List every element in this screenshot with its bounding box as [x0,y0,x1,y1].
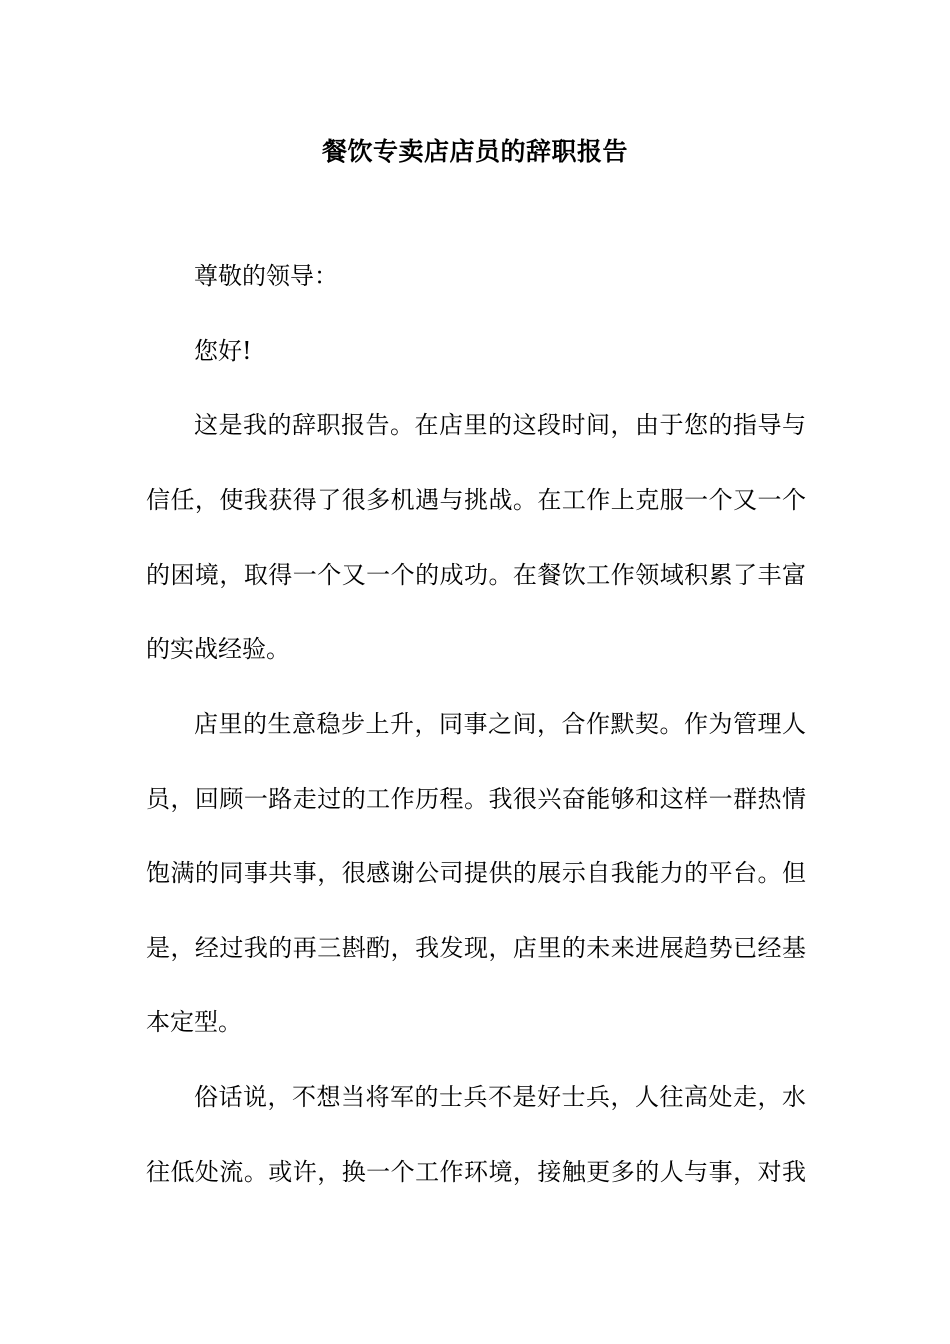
paragraph-line: 这是我的辞职报告。在店里的这段时间，由于您的指导与 [194,411,806,439]
greeting: 您好! [194,337,252,365]
paragraph-line: 店里的生意稳步上升，同事之间，合作默契。作为管理人 [194,710,806,738]
document-title: 餐饮专卖店店员的辞职报告 [321,137,628,166]
paragraph-line: 是，经过我的再三斟酌，我发现，店里的未来进展趋势已经基 [146,934,806,962]
paragraph-line: 的困境，取得一个又一个的成功。在餐饮工作领域积累了丰富 [146,561,806,589]
paragraph-line: 的实战经验。 [146,635,290,663]
paragraph-line: 本定型。 [146,1008,242,1036]
paragraph-line: 饱满的同事共事，很感谢公司提供的展示自我能力的平台。但 [146,859,806,887]
paragraph-line: 俗话说，不想当将军的士兵不是好士兵，人往高处走，水 [194,1083,806,1111]
salutation: 尊敬的领导： [194,262,338,290]
paragraph-line: 信任，使我获得了很多机遇与挑战。在工作上克服一个又一个 [146,486,806,514]
paragraph-line: 往低处流。或许，换一个工作环境，接触更多的人与事，对我 [146,1158,806,1186]
paragraph-line: 员，回顾一路走过的工作历程。我很兴奋能够和这样一群热情 [146,785,806,813]
